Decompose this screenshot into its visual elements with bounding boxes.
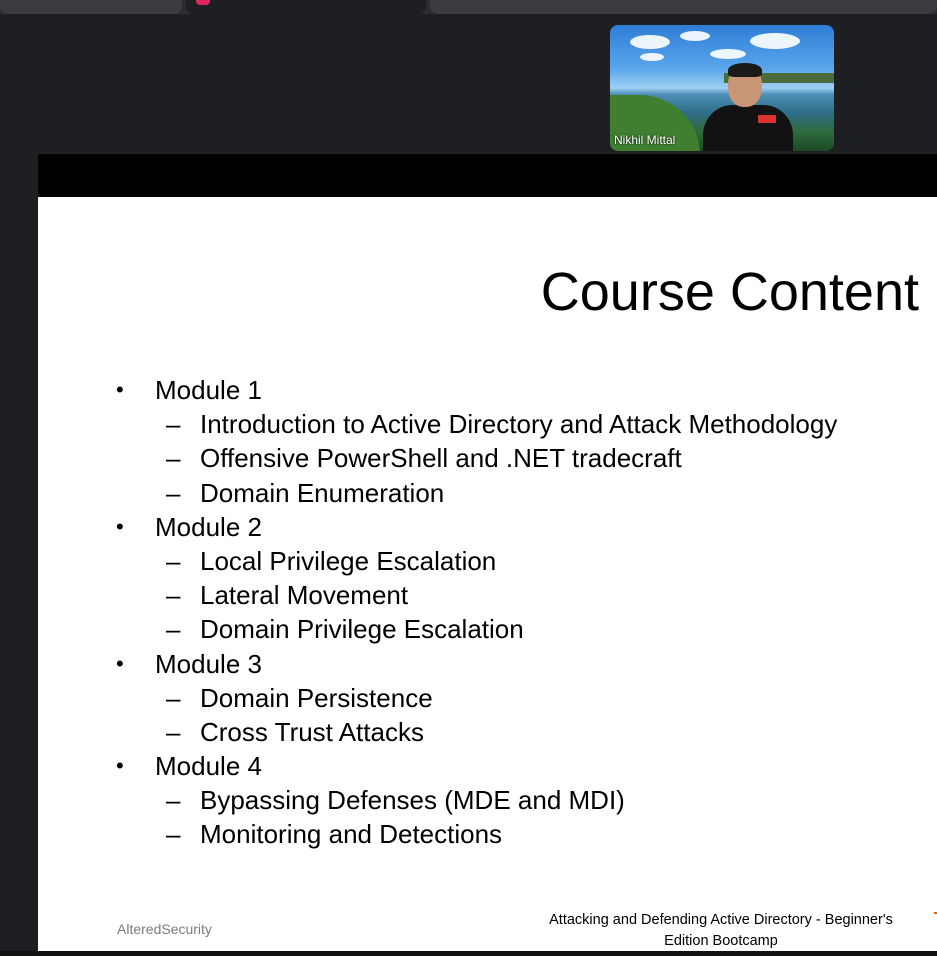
topic-item — [38, 715, 937, 749]
participant-video-tile[interactable] — [610, 25, 834, 151]
topic-item — [38, 476, 937, 510]
recording-icon — [196, 0, 210, 5]
topic-label: Bypassing Defenses (MDE and MDI) — [200, 785, 625, 816]
course-module-list — [38, 373, 937, 852]
topic-item — [38, 578, 937, 612]
topic-label: Domain Privilege Escalation — [200, 614, 524, 645]
bullet-icon: • — [116, 377, 124, 402]
topic-item — [38, 544, 937, 578]
dash-icon: – — [166, 819, 181, 850]
dash-icon: – — [166, 785, 181, 816]
module-label: Module 1 — [155, 375, 262, 405]
slide-footer-brand: AlteredSecurity — [117, 921, 212, 937]
topic-label: Local Privilege Escalation — [200, 545, 497, 576]
participant-figure — [698, 65, 798, 151]
tab-right[interactable] — [430, 0, 937, 14]
topic-label: Monitoring and Detections — [200, 819, 503, 850]
topic-item — [38, 407, 937, 441]
bottom-edge — [0, 951, 937, 956]
slide-footer-course-title: Attacking and Defending Active Directory - Beginner's Edition Bootcamp — [549, 912, 893, 949]
topic-item — [38, 441, 937, 475]
dash-icon: – — [166, 477, 181, 508]
topic-label: Introduction to Active Directory and Attack Methodology — [200, 409, 838, 440]
bullet-icon: • — [116, 753, 124, 779]
module-label: Module 2 — [155, 511, 262, 542]
topic-item — [38, 783, 937, 817]
dash-icon: – — [166, 614, 181, 645]
bullet-icon: • — [116, 650, 124, 676]
tab-active[interactable] — [186, 0, 426, 14]
module-item — [38, 373, 937, 407]
topic-label: Cross Trust Attacks — [200, 716, 424, 747]
topic-item — [38, 612, 937, 646]
topic-label: Offensive PowerShell and .NET tradecraft — [200, 443, 682, 474]
module-item — [38, 647, 937, 681]
presentation-slide — [38, 197, 937, 951]
dash-icon: – — [166, 682, 181, 713]
dash-icon: – — [166, 580, 181, 611]
module-label: Module 3 — [155, 648, 262, 679]
dash-icon: – — [166, 409, 181, 440]
bullet-icon: • — [116, 513, 124, 539]
module-label: Module 4 — [155, 751, 262, 782]
topic-item — [38, 817, 937, 851]
topic-label: Lateral Movement — [200, 580, 409, 611]
topic-label: Domain Enumeration — [200, 477, 445, 508]
participant-name-label: Nikhil Mittal — [614, 133, 676, 147]
dash-icon: – — [166, 716, 181, 747]
module-item — [38, 510, 937, 544]
module-item — [38, 749, 937, 783]
dash-icon: – — [166, 443, 181, 474]
topic-item — [38, 681, 937, 715]
tab-strip — [0, 0, 937, 14]
dash-icon: – — [166, 545, 181, 576]
slide-title: Course Content — [540, 262, 919, 322]
tab-left[interactable] — [0, 0, 182, 14]
topic-label: Domain Persistence — [200, 682, 433, 713]
